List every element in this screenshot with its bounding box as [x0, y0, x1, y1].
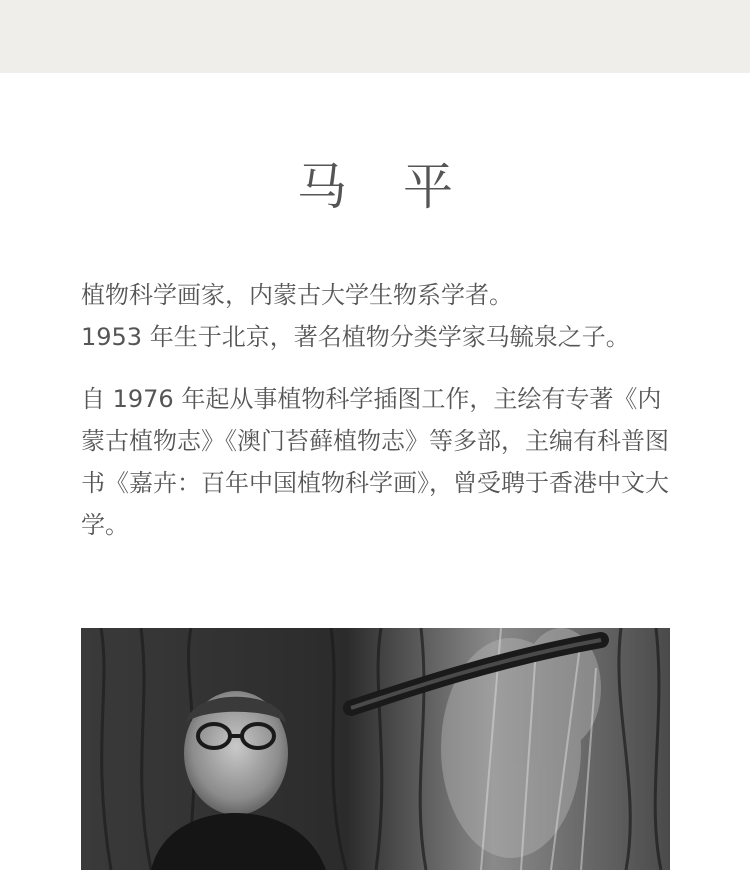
- top-banner: [0, 0, 750, 73]
- bio-paragraph-text: 自 1976 年起从事植物科学插图工作，主绘有专著《内蒙古植物志》《澳门苔藓植物志》等多部，主编有科普图书《嘉卉：百年中国植物科学画》，曾受聘于香港中文大学。: [81, 385, 669, 539]
- page-title: 马 平: [297, 158, 473, 216]
- portrait-photo: [81, 628, 670, 870]
- bio-line-1: 植物科学画家，内蒙古大学生物系学者。: [81, 281, 513, 309]
- bio-paragraph: [81, 378, 681, 546]
- bio-intro: [81, 274, 681, 358]
- bio-line-2: 1953 年生于北京，著名植物分类学家马毓泉之子。: [81, 323, 630, 351]
